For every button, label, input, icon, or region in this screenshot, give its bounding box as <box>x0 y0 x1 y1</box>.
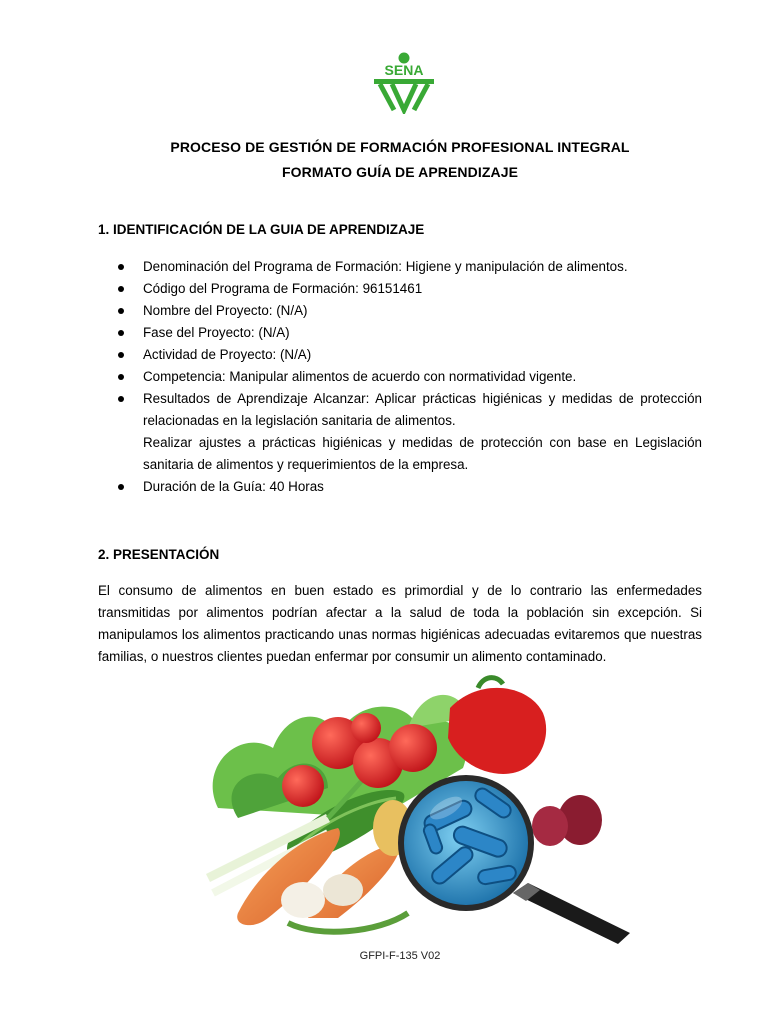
bullet-icon <box>118 484 124 490</box>
form-code: GFPI-F-135 V02 <box>359 950 441 962</box>
bullet-icon <box>118 396 124 402</box>
list-item: Denominación del Programa de Formación: Higiene y manipulación de alimentos. <box>98 256 702 278</box>
list-item-continuation: Realizar ajustes a prácticas higiénicas y medidas de protección con base en Legislación sanitaria de alimentos y requerimientos de la empresa. <box>143 435 702 472</box>
bullet-icon <box>118 308 124 314</box>
identification-list <box>98 256 702 498</box>
presentation-paragraph: El consumo de alimentos en buen estado es primordial y de lo contrario las enfermedades transmitidas por alimentos podrían afectar a la salud de toda la población sin excepción. Si manipulamos los alimentos practicando unas normas higiénicas adecuadas evitaremos que nuestras familias, o nuestros clientes puedan enfermar por consumir un alimento contaminado. <box>98 583 702 664</box>
section-heading-presentation: 2. PRESENTACIÓN <box>98 547 220 562</box>
bullet-icon <box>118 330 124 336</box>
list-item: Competencia: Manipular alimentos de acuerdo con normatividad vigente. <box>98 366 702 388</box>
bullet-icon <box>118 264 124 270</box>
document-subtitle: FORMATO GUÍA DE APRENDIZAJE <box>281 164 519 180</box>
bullet-icon <box>118 374 124 380</box>
sena-logo-text: SENA <box>384 62 424 78</box>
bullet-icon <box>118 352 124 358</box>
list-item: Fase del Proyecto: (N/A) <box>98 322 702 344</box>
document-title: PROCESO DE GESTIÓN DE FORMACIÓN PROFESIONAL INTEGRAL <box>170 139 630 155</box>
list-item: Nombre del Proyecto: (N/A) <box>98 300 702 322</box>
list-item: Resultados de Aprendizaje Alcanzar: Aplicar prácticas higiénicas y medidas de protección relacionadas en la legislación sanitaria de alimentos. Realizar ajustes a prácticas higiénicas y medidas de protección con base en Legislación sanitaria de alimentos y requerimientos de la empresa. <box>98 388 702 476</box>
vegetables-bacteria-image <box>178 668 638 944</box>
sena-logo <box>372 52 436 114</box>
section-heading-identification: 1. IDENTIFICACIÓN DE LA GUIA DE APRENDIZAJE <box>98 222 425 237</box>
bullet-icon <box>118 286 124 292</box>
list-item: Código del Programa de Formación: 96151461 <box>98 278 702 300</box>
list-item: Duración de la Guía: 40 Horas <box>98 476 702 498</box>
list-item: Actividad de Proyecto: (N/A) <box>98 344 702 366</box>
